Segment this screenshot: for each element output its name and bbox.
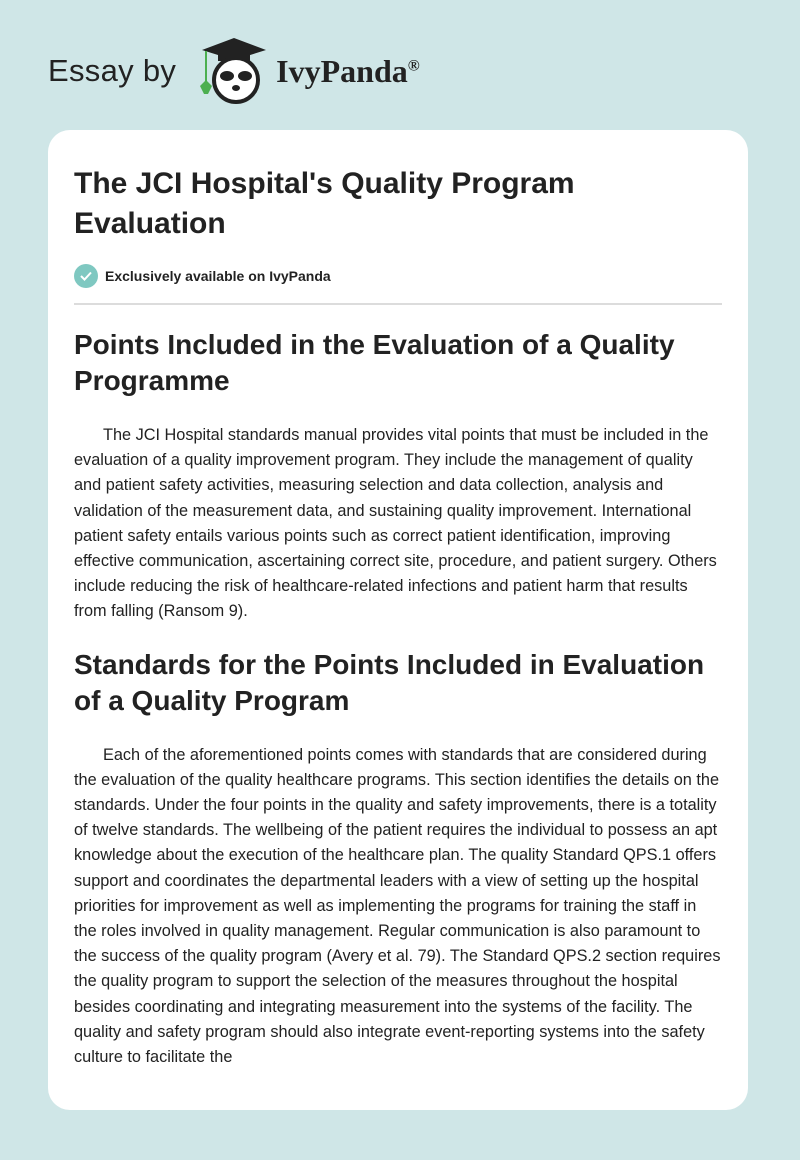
section-heading: Standards for the Points Included in Evaluation of a Quality Program xyxy=(74,648,705,716)
brand-name[interactable]: IvyPanda® xyxy=(276,52,420,89)
site-header xyxy=(48,36,420,106)
section-heading: Points Included in the Evaluation of a Quality Programme xyxy=(74,329,675,396)
ivypanda-logo-icon[interactable] xyxy=(192,36,272,106)
essay-card xyxy=(48,130,748,1110)
divider xyxy=(74,303,722,305)
section-paragraph: The JCI Hospital standards manual provides vital points that must be included in the evaluation of a quality improvement program. They include the management of quality and patient safety activities, measuring selection and data collection, analysis and validation of the measurement data, and sustaining quality improvement. International patient safety entails various points such as correct patient identification, improving effective communication, ascertaining correct site, procedure, and patient surgery. Others include reducing the risk of healthcare-related infections and patient harm that results from falling (Ransom 9). xyxy=(74,426,717,621)
essay-title: The JCI Hospital's Quality Program Evaluation xyxy=(74,167,575,240)
exclusive-badge xyxy=(74,264,722,288)
essay-by-label: Essay by xyxy=(48,53,177,88)
check-icon xyxy=(74,264,98,288)
badge-text: Exclusively available on IvyPanda xyxy=(105,268,331,284)
section-paragraph: Each of the aforementioned points comes with standards that are considered during the evaluation of the quality healthcare programs. This section identifies the details on the standards. Under the four points in the quality and safety improvements, there is a totality of twelve standards. The wellbeing of the patient requires the individual to possess an apt knowledge about the execution of the healthcare plan. The quality Standard QPS.1 offers support and coordinates the departmental leaders with a view of setting up the hospital priorities for improvement as well as implementing the programs for training the staff in the roles involved in quality management. Regular communication is also paramount to the success of the quality program (Avery et al. 79). The Standard QPS.2 section requires the quality program to support the selection of the measures throughout the hospital besides coordinating and integrating measurement into the systems of the facility. The quality and safety program should also integrate event-reporting systems into the safety culture to facilitate the xyxy=(74,745,721,1067)
